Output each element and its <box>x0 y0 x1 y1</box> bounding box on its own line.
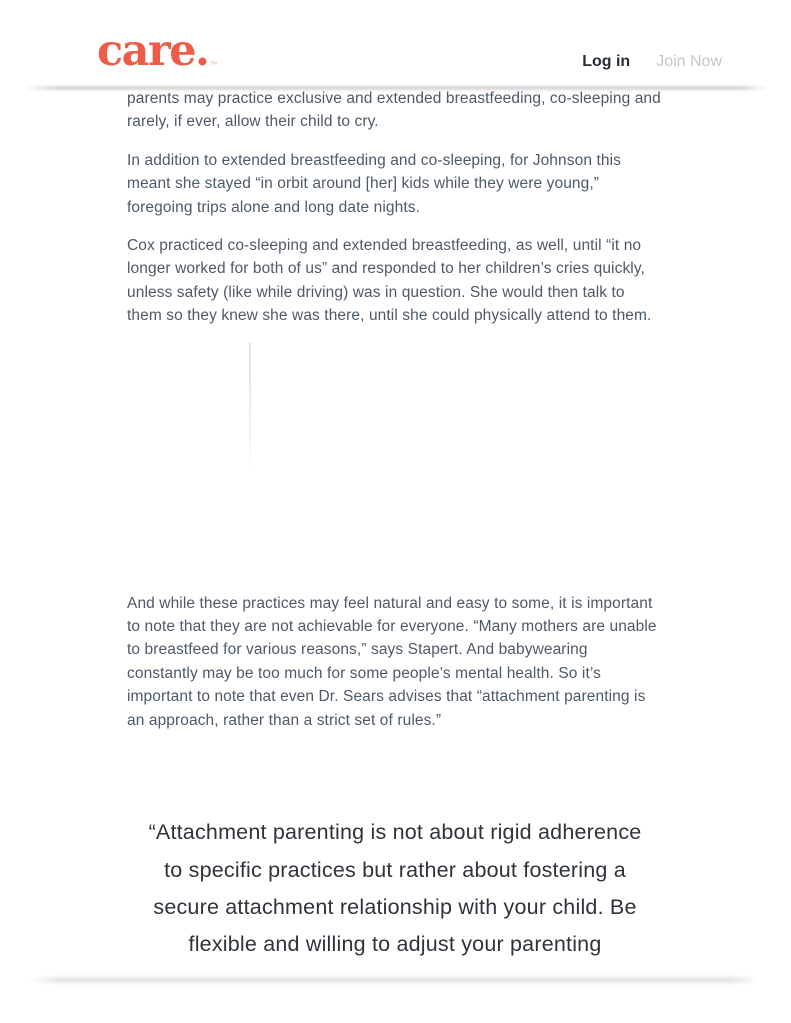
site-header <box>0 0 791 86</box>
header-nav <box>582 53 722 71</box>
bottom-bar <box>0 985 791 1023</box>
embed-placeholder <box>249 343 539 592</box>
trademark-symbol: ™ <box>209 60 218 69</box>
pull-quote-line: “Attachment parenting is not about rigid adherence <box>148 820 642 845</box>
paragraph: And while these practices may feel natural and easy to some, it is important to note that they are not achievable for everyone. “Many mothers are unable to breastfeed for various reasons,” says Stapert. And babywearing constantly may be too much for some people’s mental health. So it’s important to note that even Dr. Sears advises that “attachment parenting is an approach, rather than a strict set of rules.” <box>127 594 657 729</box>
pull-quote <box>95 814 695 964</box>
article-body <box>127 87 662 964</box>
care-logo-text: care. <box>97 26 209 76</box>
embed-left-border <box>249 343 251 476</box>
pull-quote-line: flexible and willing to adjust your parenting <box>188 932 602 957</box>
header-bottom-shadow <box>24 86 770 90</box>
paragraph: Cox practiced co-sleeping and extended breastfeeding, as well, until “it no longer worked for both of us” and responded to her children’s cries quickly, unless safety (like while driving) was in question. She would then talk to them so they knew she was there, until she could physically attend to them. <box>127 237 652 325</box>
paragraph: parents may practice exclusive and extended breastfeeding, co-sleeping and rarely, if ever, allow their child to cry. <box>127 90 661 131</box>
bottom-bar-top-shadow <box>30 977 760 983</box>
login-link[interactable]: Log in <box>582 53 631 70</box>
care-logo[interactable] <box>97 26 218 76</box>
pull-quote-line: secure attachment relationship with your child. Be <box>153 894 637 919</box>
pull-quote-line: to specific practices but rather about fostering a <box>164 857 626 882</box>
paragraph: In addition to extended breastfeeding and co-sleeping, for Johnson this meant she stayed “in orbit around [her] kids while they were young,” foregoing trips alone and long date nights. <box>127 151 621 216</box>
join-now-link[interactable]: Join Now <box>656 53 722 70</box>
